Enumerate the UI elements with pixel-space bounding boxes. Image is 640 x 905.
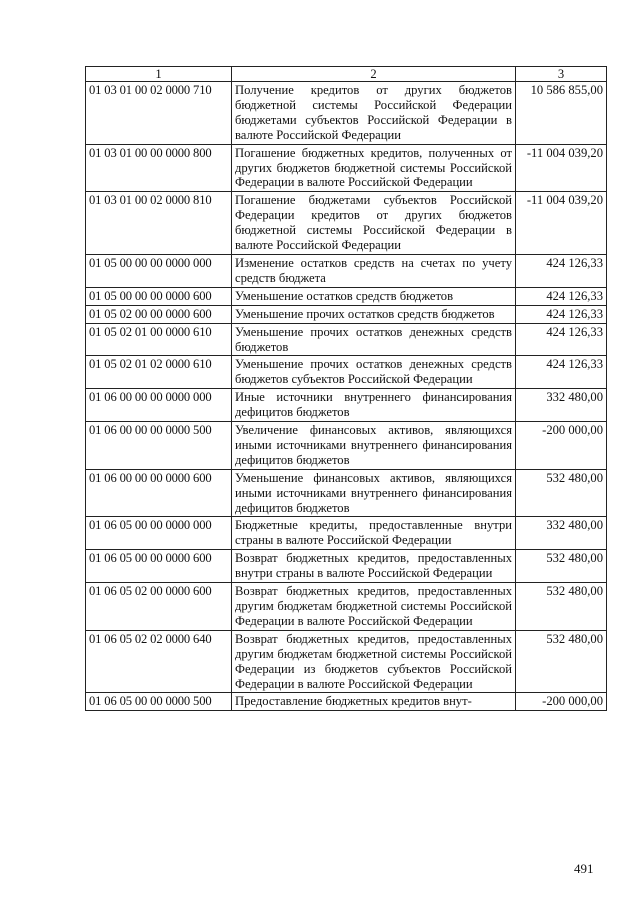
table-row bbox=[86, 144, 607, 192]
amount-cell: -11 004 039,20 bbox=[516, 192, 607, 255]
budget-code-cell: 01 03 01 00 02 0000 710 bbox=[86, 82, 232, 145]
amount-cell: 532 480,00 bbox=[516, 630, 607, 693]
column-header-2: 2 bbox=[232, 67, 516, 82]
budget-code-cell: 01 05 02 00 00 0000 600 bbox=[86, 305, 232, 323]
amount-cell: 332 480,00 bbox=[516, 517, 607, 550]
description-cell: Возврат бюджетных кредитов, предоставленных другим бюджетам бюджетной системы Российской Федерации в валюте Российской Федерации bbox=[232, 583, 516, 631]
amount-cell: 332 480,00 bbox=[516, 389, 607, 422]
table-body bbox=[86, 82, 607, 711]
description-cell: Уменьшение прочих остатков средств бюджетов bbox=[232, 305, 516, 323]
table-row bbox=[86, 550, 607, 583]
description-cell: Изменение остатков средств на счетах по учету средств бюджета bbox=[232, 254, 516, 287]
column-header-1: 1 bbox=[86, 67, 232, 82]
table-row bbox=[86, 192, 607, 255]
amount-cell: -11 004 039,20 bbox=[516, 144, 607, 192]
amount-cell: 532 480,00 bbox=[516, 583, 607, 631]
table-row bbox=[86, 422, 607, 470]
amount-cell: -200 000,00 bbox=[516, 422, 607, 470]
table-row bbox=[86, 82, 607, 145]
amount-cell: 532 480,00 bbox=[516, 550, 607, 583]
description-cell: Уменьшение финансовых активов, являющихся иными источниками внутреннего финансирования дефицитов бюджетов bbox=[232, 469, 516, 517]
budget-code-cell: 01 06 00 00 00 0000 500 bbox=[86, 422, 232, 470]
budget-code-cell: 01 05 00 00 00 0000 600 bbox=[86, 287, 232, 305]
table-row bbox=[86, 693, 607, 711]
description-cell: Бюджетные кредиты, предоставленные внутри страны в валюте Российской Федерации bbox=[232, 517, 516, 550]
amount-cell: 10 586 855,00 bbox=[516, 82, 607, 145]
budget-code-cell: 01 03 01 00 02 0000 810 bbox=[86, 192, 232, 255]
budget-code-cell: 01 05 00 00 00 0000 000 bbox=[86, 254, 232, 287]
column-header-3: 3 bbox=[516, 67, 607, 82]
table-row bbox=[86, 287, 607, 305]
description-cell: Уменьшение остатков средств бюджетов bbox=[232, 287, 516, 305]
amount-cell: 424 126,33 bbox=[516, 305, 607, 323]
amount-cell: 424 126,33 bbox=[516, 254, 607, 287]
budget-sources-table bbox=[85, 66, 607, 711]
description-cell: Предоставление бюджетных кредитов внут- bbox=[232, 693, 516, 711]
table-row bbox=[86, 517, 607, 550]
table-row bbox=[86, 356, 607, 389]
description-cell: Уменьшение прочих остатков денежных средств бюджетов bbox=[232, 323, 516, 356]
description-cell: Погашение бюджетных кредитов, полученных от других бюджетов бюджетной системы Российской Федерации в валюте Российской Федерации bbox=[232, 144, 516, 192]
description-cell: Получение кредитов от других бюджетов бюджетной системы Российской Федерации бюджетами субъектов Российской Федерации в валюте Российской Федерации bbox=[232, 82, 516, 145]
table-row bbox=[86, 469, 607, 517]
amount-cell: 532 480,00 bbox=[516, 469, 607, 517]
budget-code-cell: 01 05 02 01 02 0000 610 bbox=[86, 356, 232, 389]
description-cell: Увеличение финансовых активов, являющихся иными источниками внутреннего финансирования дефицитов бюджетов bbox=[232, 422, 516, 470]
table-header bbox=[86, 67, 607, 82]
budget-code-cell: 01 03 01 00 00 0000 800 bbox=[86, 144, 232, 192]
budget-code-cell: 01 06 00 00 00 0000 000 bbox=[86, 389, 232, 422]
description-cell: Уменьшение прочих остатков денежных средств бюджетов субъектов Российской Федерации bbox=[232, 356, 516, 389]
header-row bbox=[86, 67, 607, 82]
budget-code-cell: 01 05 02 01 00 0000 610 bbox=[86, 323, 232, 356]
table-row bbox=[86, 254, 607, 287]
amount-cell: 424 126,33 bbox=[516, 323, 607, 356]
description-cell: Иные источники внутреннего финансирования дефицитов бюджетов bbox=[232, 389, 516, 422]
amount-cell: -200 000,00 bbox=[516, 693, 607, 711]
table-row bbox=[86, 583, 607, 631]
amount-cell: 424 126,33 bbox=[516, 356, 607, 389]
amount-cell: 424 126,33 bbox=[516, 287, 607, 305]
page-number: 491 bbox=[574, 861, 594, 876]
table-row bbox=[86, 305, 607, 323]
budget-code-cell: 01 06 00 00 00 0000 600 bbox=[86, 469, 232, 517]
budget-code-cell: 01 06 05 02 00 0000 600 bbox=[86, 583, 232, 631]
budget-code-cell: 01 06 05 00 00 0000 500 bbox=[86, 693, 232, 711]
budget-code-cell: 01 06 05 00 00 0000 600 bbox=[86, 550, 232, 583]
description-cell: Возврат бюджетных кредитов, предоставленных другим бюджетам бюджетной системы Российской Федерации из бюджетов субъектов Российской Федерации в валюте Российской Федерации bbox=[232, 630, 516, 693]
description-cell: Погашение бюджетами субъектов Российской Федерации кредитов от других бюджетов бюджетной системы Российской Федерации в валюте Российской Федерации bbox=[232, 192, 516, 255]
description-cell: Возврат бюджетных кредитов, предоставленных внутри страны в валюте Российской Федерации bbox=[232, 550, 516, 583]
table-row bbox=[86, 389, 607, 422]
table-row bbox=[86, 630, 607, 693]
budget-code-cell: 01 06 05 02 02 0000 640 bbox=[86, 630, 232, 693]
budget-code-cell: 01 06 05 00 00 0000 000 bbox=[86, 517, 232, 550]
table-row bbox=[86, 323, 607, 356]
